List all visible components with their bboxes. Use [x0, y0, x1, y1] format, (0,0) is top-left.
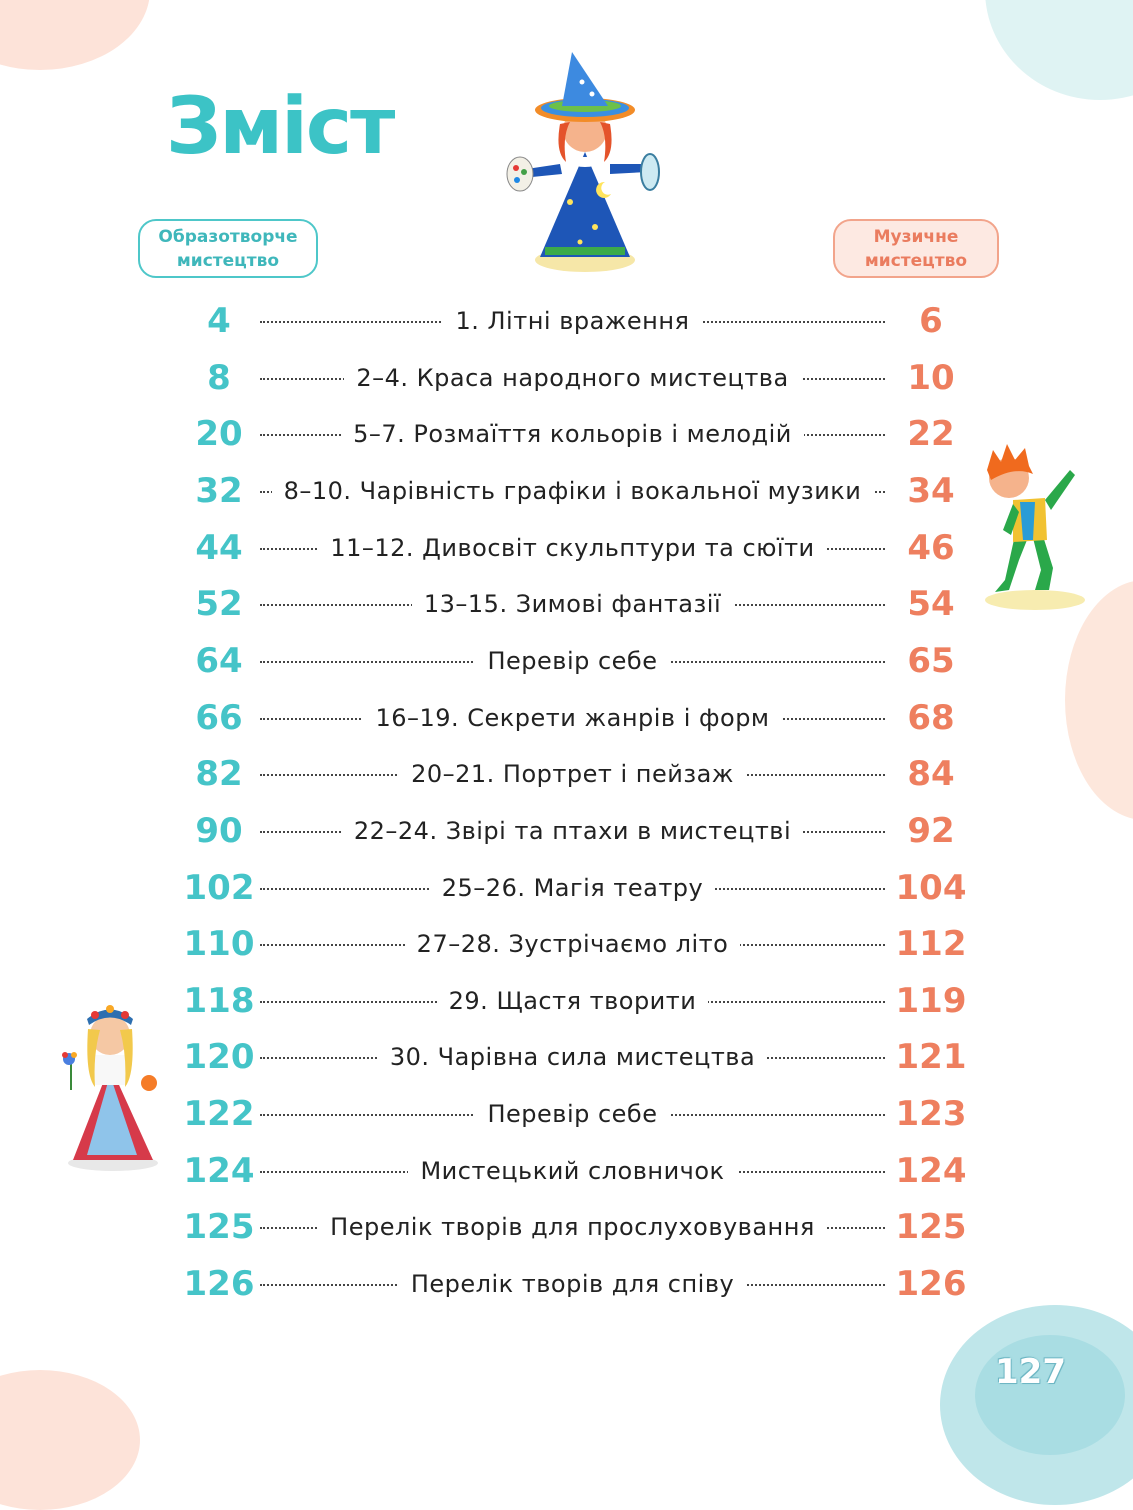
toc-entry-title: 25–26. Магія театру	[430, 874, 715, 902]
toc-entry-title-wrap	[260, 871, 885, 905]
music-label-line2: мистецтво	[864, 250, 968, 271]
toc-entry-title: 20–21. Портрет і пейзаж	[399, 760, 746, 788]
toc-row	[180, 916, 980, 972]
music-page-number: 65	[907, 640, 955, 681]
toc-entry-title: 11–12. Дивосвіт скульптури та сюїти	[318, 534, 826, 562]
music-page-number: 68	[907, 697, 955, 738]
toc-entry-title: 27–28. Зустрічаємо літо	[405, 930, 741, 958]
ukrainian-girl-illustration	[55, 995, 165, 1173]
toc-entry-title: 30. Чарівна сила мистецтва	[378, 1043, 767, 1071]
music-page-number: 119	[895, 980, 967, 1021]
music-page-number: 126	[895, 1264, 967, 1305]
music-page-number: 46	[907, 527, 955, 568]
visual-art-page-number: 122	[183, 1094, 255, 1135]
toc-row	[180, 803, 980, 859]
toc-entry-title: 22–24. Звірі та птахи в мистецтві	[342, 817, 803, 845]
visual-art-page-number: 126	[183, 1264, 255, 1305]
music-page-number: 112	[895, 924, 967, 965]
toc-entry-title-wrap	[260, 757, 885, 791]
toc-entry-title: 13–15. Зимові фантазії	[412, 590, 733, 618]
toc-entry-title: Перевір себе	[475, 1100, 669, 1128]
toc-row	[180, 406, 980, 462]
visual-art-page-number: 32	[195, 470, 243, 511]
toc-entry-title: Перелік творів для прослуховування	[318, 1213, 827, 1241]
visual-art-page-number: 8	[207, 357, 231, 398]
toc-entry-title-wrap	[260, 361, 885, 395]
music-page-number: 22	[907, 414, 955, 455]
music-page-number: 121	[895, 1037, 967, 1078]
toc-entry-title: 16–19. Секрети жанрів і форм	[363, 704, 781, 732]
music-page-number: 34	[907, 470, 955, 511]
visual-art-page-number: 118	[183, 980, 255, 1021]
toc-row	[180, 576, 980, 632]
toc-entry-title-wrap	[260, 701, 885, 735]
toc-row	[180, 633, 980, 689]
toc-row	[180, 860, 980, 916]
toc-entry-title: 8–10. Чарівність графіки і вокальної музики	[272, 477, 874, 505]
toc-entry-title-wrap	[260, 587, 885, 621]
music-page-number: 54	[907, 584, 955, 625]
toc-entry-title-wrap	[260, 304, 885, 338]
toc-row	[180, 1143, 980, 1199]
bg-blob-top-right	[985, 0, 1133, 100]
toc-entry-title-wrap	[260, 474, 885, 508]
toc-entry-title: 1. Літні враження	[443, 307, 701, 335]
toc-row	[180, 1199, 980, 1255]
visual-art-label-line1: Образотворче	[158, 226, 298, 247]
toc-entry-title-wrap	[260, 1210, 885, 1244]
music-page-number: 125	[895, 1207, 967, 1248]
bg-blob-bottom-left	[0, 1370, 140, 1510]
toc-row	[180, 463, 980, 519]
dancing-boy-illustration	[975, 440, 1087, 612]
toc-entry-title-wrap	[260, 984, 885, 1018]
toc-entry-title-wrap	[260, 644, 885, 678]
visual-art-column-label	[138, 219, 318, 278]
toc-row	[180, 350, 980, 406]
toc-entry-title: Перелік творів для співу	[399, 1270, 746, 1298]
visual-art-page-number: 102	[183, 867, 255, 908]
wizard-girl-illustration	[500, 52, 665, 274]
toc-entry-title: Перевір себе	[475, 647, 669, 675]
visual-art-page-number: 125	[183, 1207, 255, 1248]
music-page-number: 6	[919, 301, 943, 341]
toc-entry-title-wrap	[260, 531, 885, 565]
visual-art-page-number: 110	[183, 924, 255, 965]
visual-art-page-number: 20	[195, 414, 243, 455]
music-page-number: 104	[895, 867, 967, 908]
visual-art-page-number: 90	[195, 810, 243, 851]
toc-entry-title-wrap	[260, 1154, 885, 1188]
toc-row	[180, 690, 980, 746]
visual-art-page-number: 124	[183, 1150, 255, 1191]
music-page-number: 84	[907, 754, 955, 795]
toc-row	[180, 520, 980, 576]
toc-entry-title: 2–4. Краса народного мистецтва	[344, 364, 800, 392]
visual-art-page-number: 44	[195, 527, 243, 568]
visual-art-page-number: 82	[195, 754, 243, 795]
toc-row	[180, 746, 980, 802]
toc-entry-title-wrap	[260, 814, 885, 848]
toc-entry-title: 5–7. Розмаїття кольорів і мелодій	[341, 420, 804, 448]
music-page-number: 10	[907, 357, 955, 398]
music-column-label	[833, 219, 999, 278]
toc-row	[180, 973, 980, 1029]
toc-entry-title: Мистецький словничок	[408, 1157, 736, 1185]
visual-art-page-number: 4	[207, 301, 231, 341]
toc-row	[180, 1256, 980, 1312]
toc-entry-title-wrap	[260, 417, 885, 451]
music-page-number: 123	[895, 1094, 967, 1135]
page-number: 127	[995, 1352, 1066, 1392]
visual-art-page-number: 64	[195, 640, 243, 681]
toc-entry-title-wrap	[260, 1267, 885, 1301]
bg-blob-top-left	[0, 0, 150, 70]
toc-row	[180, 1029, 980, 1085]
music-label-line1: Музичне	[873, 226, 959, 247]
music-page-number: 124	[895, 1150, 967, 1191]
toc-row	[180, 1086, 980, 1142]
toc-entry-title-wrap	[260, 927, 885, 961]
visual-art-page-number: 120	[183, 1037, 255, 1078]
toc-entry-title: 29. Щастя творити	[437, 987, 709, 1015]
page-title: Зміст	[166, 82, 394, 172]
toc-entry-title-wrap	[260, 1097, 885, 1131]
visual-art-page-number: 52	[195, 584, 243, 625]
visual-art-label-line2: мистецтво	[176, 250, 280, 271]
bg-blob-right-mid	[1065, 580, 1133, 820]
music-page-number: 92	[907, 810, 955, 851]
toc-row	[180, 293, 980, 349]
toc-entry-title-wrap	[260, 1040, 885, 1074]
visual-art-page-number: 66	[195, 697, 243, 738]
